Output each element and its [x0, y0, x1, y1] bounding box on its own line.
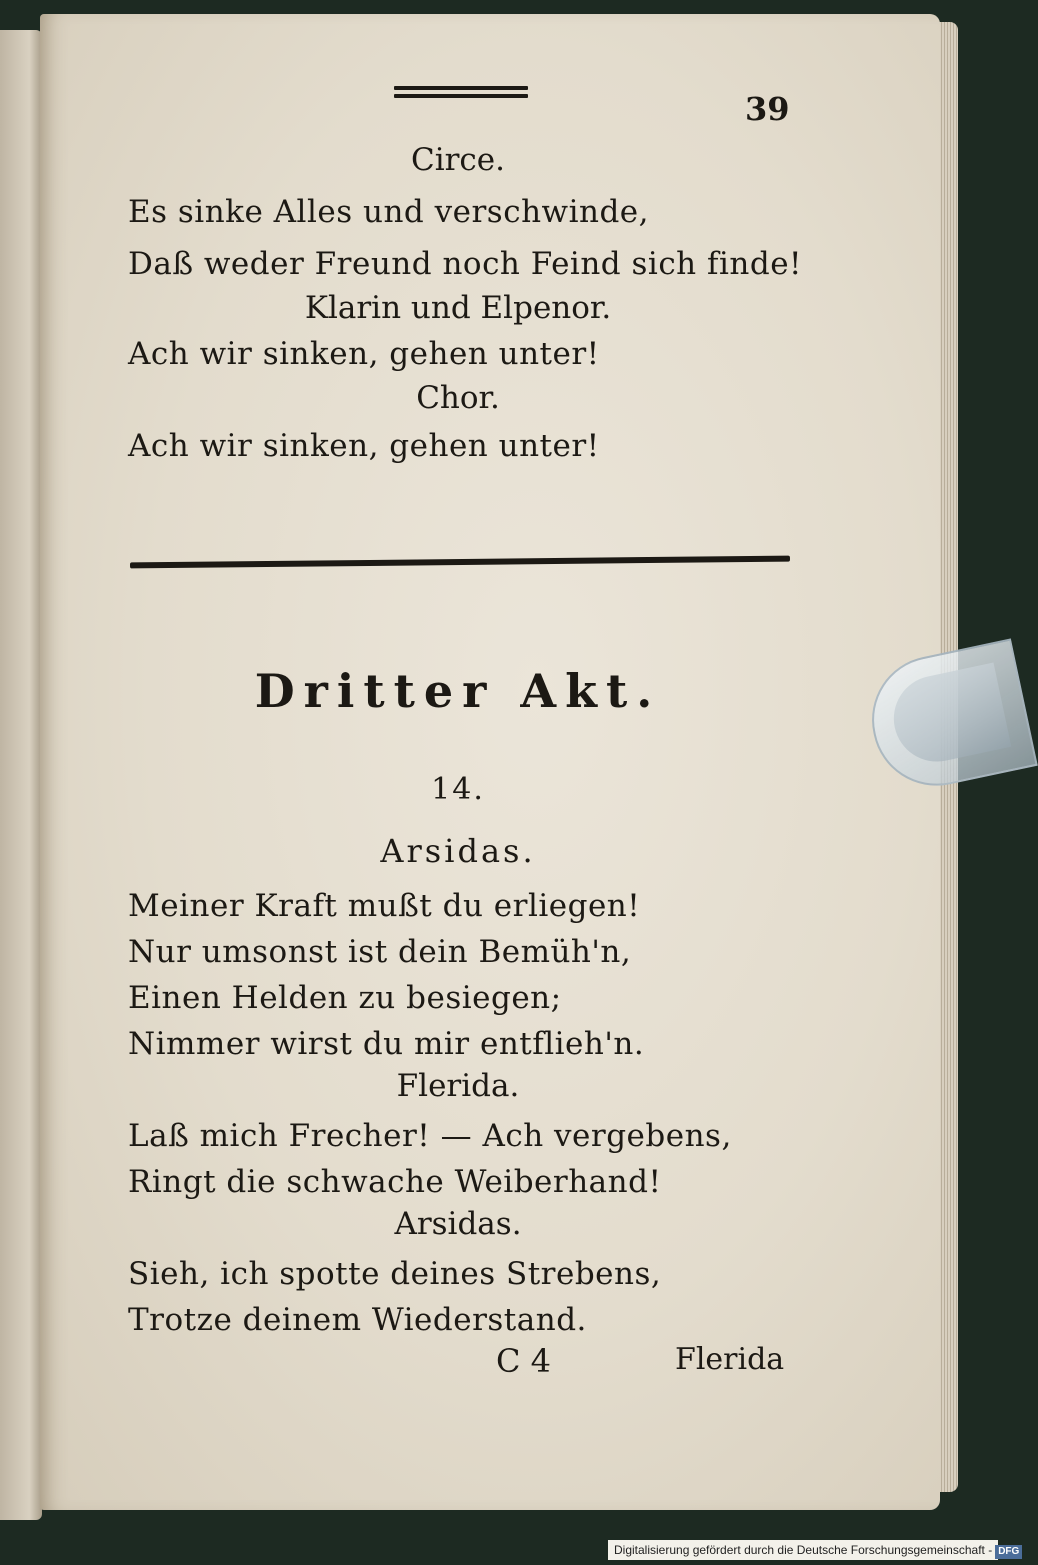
- act-title: Dritter Akt.: [254, 664, 662, 718]
- speaker-circe: Circe.: [410, 142, 505, 178]
- section-rule: [130, 556, 790, 569]
- text-line: Es sinke Alles und verschwinde,: [128, 194, 649, 230]
- speaker-flerida: Flerida.: [396, 1068, 520, 1104]
- speaker-chor: Chor.: [416, 380, 500, 416]
- text-line: Nimmer wirst du mir entflieh'n.: [128, 1026, 645, 1062]
- digitization-footer: [608, 1540, 1020, 1560]
- header-double-rule: [394, 86, 528, 102]
- text-line: Nur umsonst ist dein Bemüh'n,: [128, 934, 632, 970]
- number-heading: 14.: [431, 772, 485, 807]
- text-line: Ringt die schwache Weiberhand!: [128, 1164, 662, 1200]
- speaker-arsidas: Arsidas.: [394, 1206, 522, 1242]
- text-line: Meiner Kraft mußt du erliegen!: [128, 888, 641, 924]
- text-line: Einen Helden zu besiegen;: [128, 980, 562, 1016]
- text-line: Daß weder Freund noch Feind sich finde!: [128, 246, 802, 282]
- footer-text: Digitalisierung gefördert durch die Deutsche Forschungsgemeinschaft -: [614, 1543, 993, 1557]
- text-line: Ach wir sinken, gehen unter!: [128, 428, 600, 464]
- dfg-logo: DFG: [995, 1545, 1022, 1559]
- signature-mark: C 4: [496, 1342, 552, 1380]
- text-line: Ach wir sinken, gehen unter!: [128, 336, 600, 372]
- text-line: Sieh, ich spotte deines Strebens,: [128, 1256, 662, 1292]
- speaker-klarin-elpenor: Klarin und Elpenor.: [304, 290, 612, 326]
- speaker-arsidas: Arsidas.: [380, 832, 536, 870]
- book-page: [40, 14, 940, 1510]
- page-number: 39: [745, 90, 790, 128]
- text-line: Trotze deinem Wiederstand.: [128, 1302, 587, 1338]
- facing-page-edge: [0, 30, 42, 1520]
- catchword: Flerida: [675, 1342, 785, 1377]
- text-line: Laß mich Frecher! — Ach vergebens,: [128, 1118, 732, 1154]
